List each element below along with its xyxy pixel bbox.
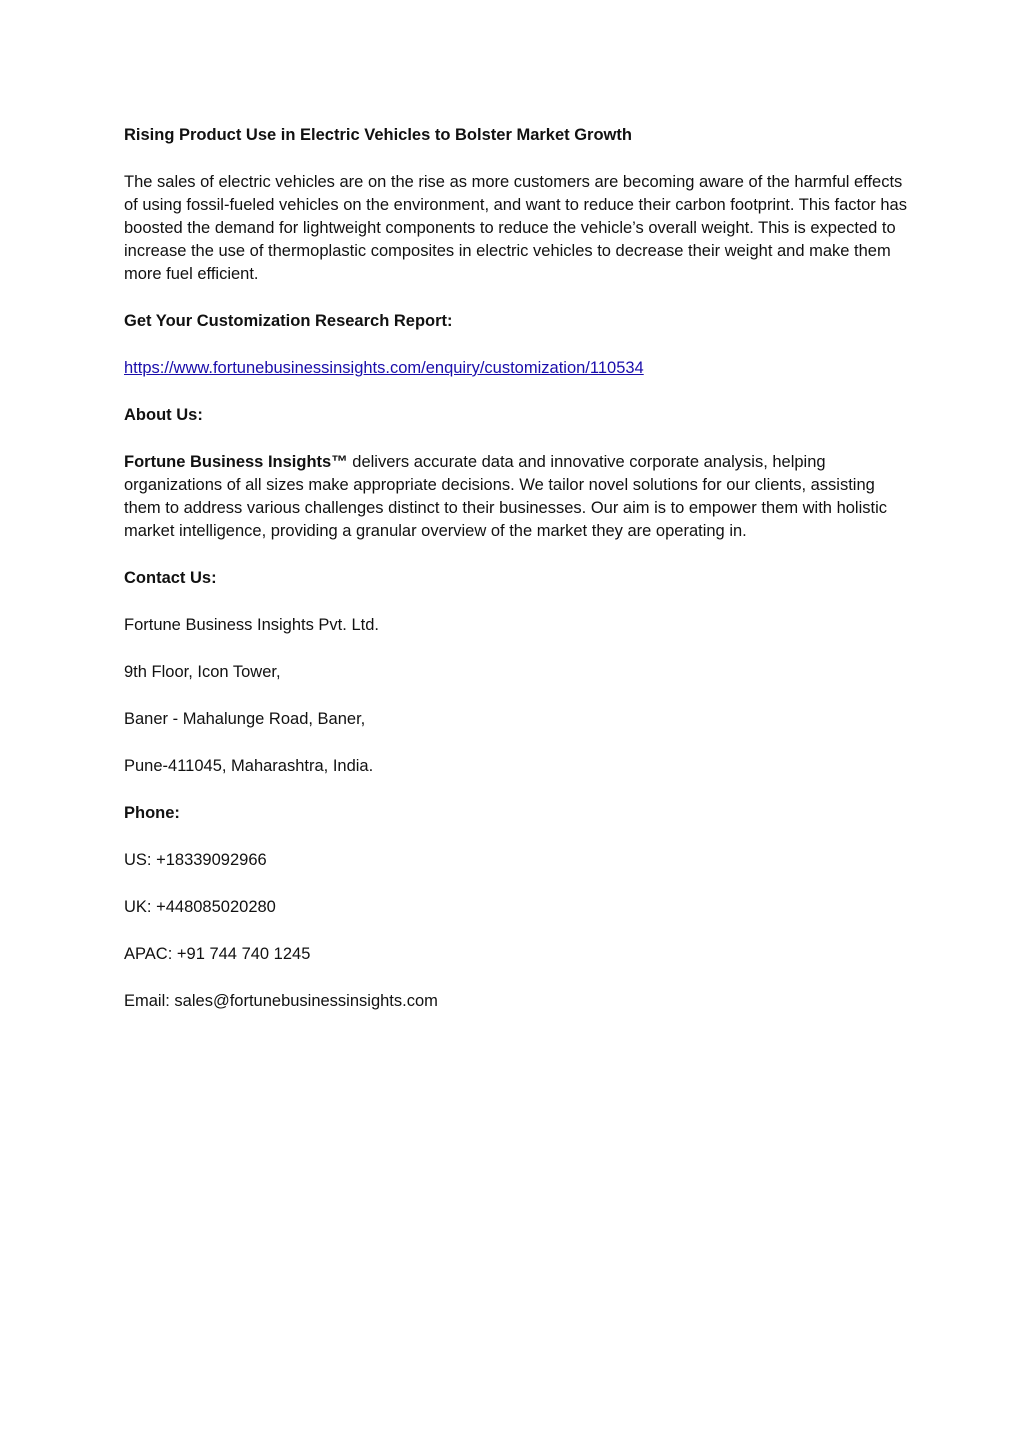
phone-heading: Phone:: [124, 804, 180, 822]
document-title: Rising Product Use in Electric Vehicles to Bolster Market Growth: [124, 126, 632, 144]
about-paragraph: [124, 451, 914, 543]
contact-heading: Contact Us:: [124, 569, 217, 587]
phone-uk: UK: +448085020280: [124, 898, 276, 916]
contact-address-line1: 9th Floor, Icon Tower,: [124, 663, 281, 681]
customization-heading: Get Your Customization Research Report:: [124, 312, 453, 330]
contact-company: Fortune Business Insights Pvt. Ltd.: [124, 616, 379, 634]
contact-address-line2: Baner - Mahalunge Road, Baner,: [124, 710, 366, 728]
about-brand: Fortune Business Insights™: [124, 453, 348, 471]
customization-link-line: [124, 357, 914, 380]
about-text: delivers accurate data and innovative corporate analysis, helping organizations of all sizes make appropriate decisions. We tailor novel solutions for our clients, assisting them to address various challenges distinct to their businesses. Our aim is to empower them with holistic market intelligence, providing a granular overview of the market they are operating in.: [124, 453, 888, 540]
customization-link[interactable]: https://www.fortunebusinessinsights.com/enquiry/customization/110534: [124, 359, 644, 377]
email-line: Email: sales@fortunebusinessinsights.com: [124, 992, 438, 1010]
intro-paragraph: The sales of electric vehicles are on the rise as more customers are becoming aware of the harmful effects of using fossil-fueled vehicles on the environment, and want to reduce their carbon footprint. This factor has boosted the demand for lightweight components to reduce the vehicle’s overall weight. This is expected to increase the use of thermoplastic composites in electric vehicles to decrease their weight and make them more fuel efficient.: [124, 173, 907, 283]
phone-apac: APAC: +91 744 740 1245: [124, 945, 311, 963]
about-heading: About Us:: [124, 406, 203, 424]
contact-address-line3: Pune-411045, Maharashtra, India.: [124, 757, 374, 775]
document-page: [124, 124, 914, 1037]
phone-us: US: +18339092966: [124, 851, 267, 869]
